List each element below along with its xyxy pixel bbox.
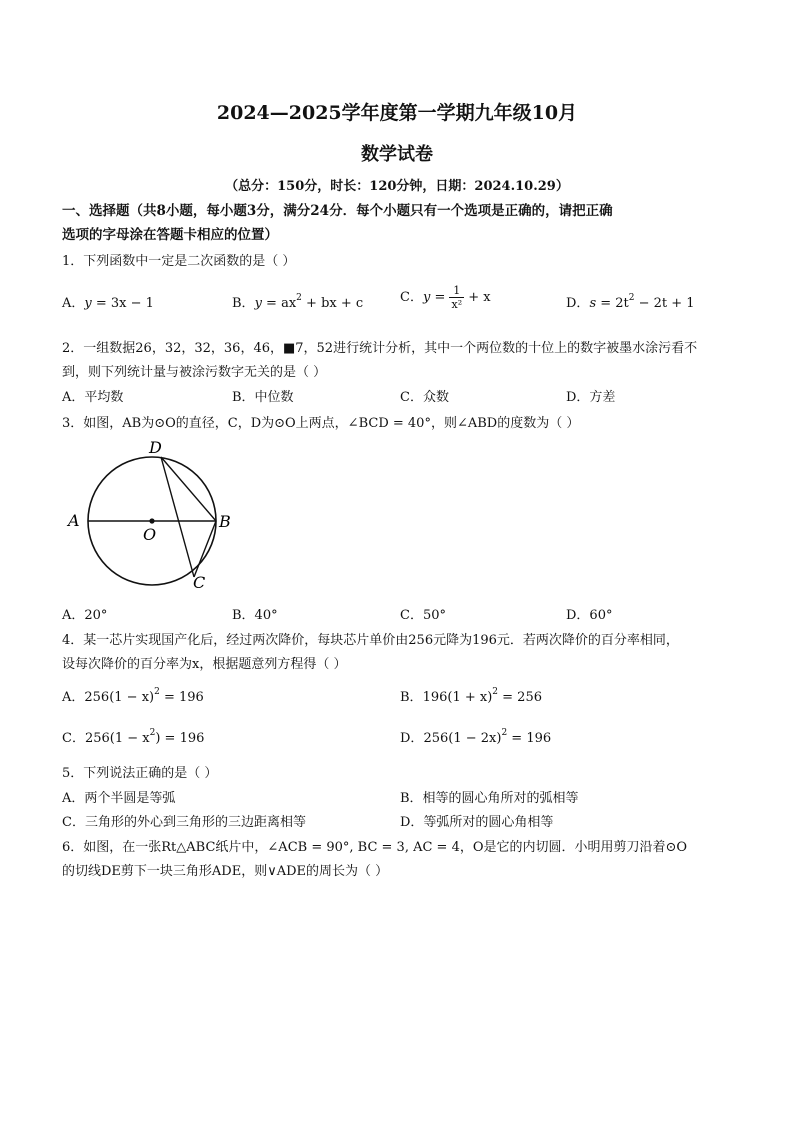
q1-a-label: A．	[62, 296, 85, 311]
exam-title: 2024—2025学年度第一学期九年级10月	[216, 102, 578, 124]
q1-c-eq: =	[430, 290, 450, 305]
fig-label-c: C	[193, 573, 206, 592]
q1-option-b	[232, 292, 363, 311]
q4-a-label: A．	[62, 690, 85, 705]
q2-option-d: D．方差	[566, 390, 616, 405]
q3-option-a: A．20°	[62, 608, 108, 623]
q1-a-var: y	[84, 296, 92, 311]
fig-label-b: B	[219, 512, 231, 531]
q4-a-expr: 256(1 − x)	[84, 690, 155, 705]
q5-option-d: D．等弧所对的圆心角相等	[400, 815, 554, 830]
q1-b-label: B．	[232, 296, 255, 311]
q4-a-exp: 2	[154, 687, 160, 697]
q4-c-expr2: ) = 196	[155, 731, 205, 746]
q5-option-b: B．相等的圆心角所对的弧相等	[400, 791, 579, 806]
q3-option-d: D．60°	[566, 608, 613, 623]
chord-dc-line	[161, 457, 194, 577]
q4-d-expr: 256(1 − 2x)	[423, 731, 502, 746]
q1-option-d	[566, 292, 695, 311]
q5-stem: 5．下列说法正确的是（ ）	[62, 766, 218, 781]
chord-bc-line	[194, 521, 216, 577]
q3-stem: 3．如图，AB为⊙O的直径，C，D为⊙O上两点，∠BCD = 40°，则∠ABD的度数为（ ）	[62, 416, 580, 431]
q5-option-a: A．两个半圆是等弧	[62, 791, 176, 806]
q1-d-exp: 2	[628, 293, 635, 303]
q2-option-a: A．平均数	[62, 390, 124, 405]
q4-d-label: D．	[400, 731, 424, 746]
q4-stem-line1: 4．某一芯片实现国产化后，经过两次降价，每块芯片单价由256元降为196元．若两次降价的百分率相同，	[62, 633, 679, 648]
q4-option-c	[62, 727, 204, 746]
q2-stem-line1: 2．一组数据26，32，32，36，46，■7，52进行统计分析，其中一个两位数的十位上的数字被墨水涂污看不	[62, 341, 698, 356]
q5-option-c: C．三角形的外心到三角形的三边距离相等	[62, 815, 306, 830]
q1-c-den: x²	[451, 298, 463, 311]
exam-subtitle: 数学试卷	[361, 144, 433, 165]
section-heading-line1: 一、选择题（共8小题，每小题3分，满分24分．每个小题只有一个选项是正确的，请把正确	[62, 203, 613, 219]
q1-b-rhs2: + bx + c	[301, 296, 364, 311]
fig-label-d: D	[149, 438, 162, 457]
q1-a-rhs: = 3x − 1	[91, 296, 154, 311]
q2-option-b: B．中位数	[232, 390, 294, 405]
q3-option-c: C．50°	[400, 608, 446, 623]
q2-stem-line2: 到，则下列统计量与被涂污数字无关的是（ ）	[62, 365, 327, 380]
q1-c-label: C．	[400, 290, 423, 305]
q3-circle-figure	[60, 432, 250, 602]
q1-b-rhs1: = ax	[261, 296, 297, 311]
q1-c-var: y	[422, 290, 431, 305]
exam-info: （总分：150分，时长：120分钟，日期：2024.10.29）	[225, 179, 569, 194]
q4-b-exp: 2	[492, 687, 499, 697]
q4-a-rhs: = 196	[159, 690, 204, 705]
q4-stem-line2: 设每次降价的百分率为x，根据题意列方程得（ ）	[62, 657, 347, 672]
fig-label-o: O	[143, 525, 157, 544]
q4-b-rhs: = 256	[498, 690, 542, 705]
q1-option-a	[62, 292, 154, 311]
q1-c-tail: + x	[464, 290, 491, 305]
q4-option-a	[62, 686, 204, 705]
q3-option-b: B．40°	[232, 608, 278, 623]
q6-stem-line1: 6．如图，在一张Rt△ABC纸片中，∠ACB = 90°, BC = 3, AC = 4，O是它的内切圆．小明用剪刀沿着⊙O	[62, 840, 688, 855]
q1-d-var: s	[589, 296, 597, 311]
q4-c-expr1: 256(1 − x	[84, 731, 150, 746]
q4-d-exp: 2	[501, 728, 508, 738]
q1-b-exp: 2	[296, 293, 302, 303]
q1-c-fraction	[449, 284, 464, 311]
fig-label-a: A	[68, 511, 80, 530]
q4-option-b	[400, 686, 542, 705]
q4-c-exp: 2	[149, 728, 156, 738]
q4-b-label: B．	[400, 690, 423, 705]
q1-d-label: D．	[566, 296, 590, 311]
q1-d-rhs1: = 2t	[596, 296, 629, 311]
q2-option-c: C．众数	[400, 390, 449, 405]
q6-stem-line2: 的切线DE剪下一块三角形ADE，则∨ADE的周长为（ ）	[62, 864, 389, 879]
center-o-dot	[149, 518, 154, 523]
q1-d-rhs2: − 2t + 1	[634, 296, 695, 311]
q4-d-rhs: = 196	[507, 731, 552, 746]
q1-c-num: 1	[449, 284, 464, 298]
q4-c-label: C．	[62, 731, 85, 746]
q1-option-c	[400, 284, 491, 311]
q1-stem: 1．下列函数中一定是二次函数的是（ ）	[62, 254, 296, 269]
q4-option-d	[400, 727, 551, 746]
q4-b-expr: 196(1 + x)	[422, 690, 493, 705]
q1-b-var: y	[254, 296, 262, 311]
section-heading-line2: 选项的字母涂在答题卡相应的位置）	[62, 227, 278, 243]
